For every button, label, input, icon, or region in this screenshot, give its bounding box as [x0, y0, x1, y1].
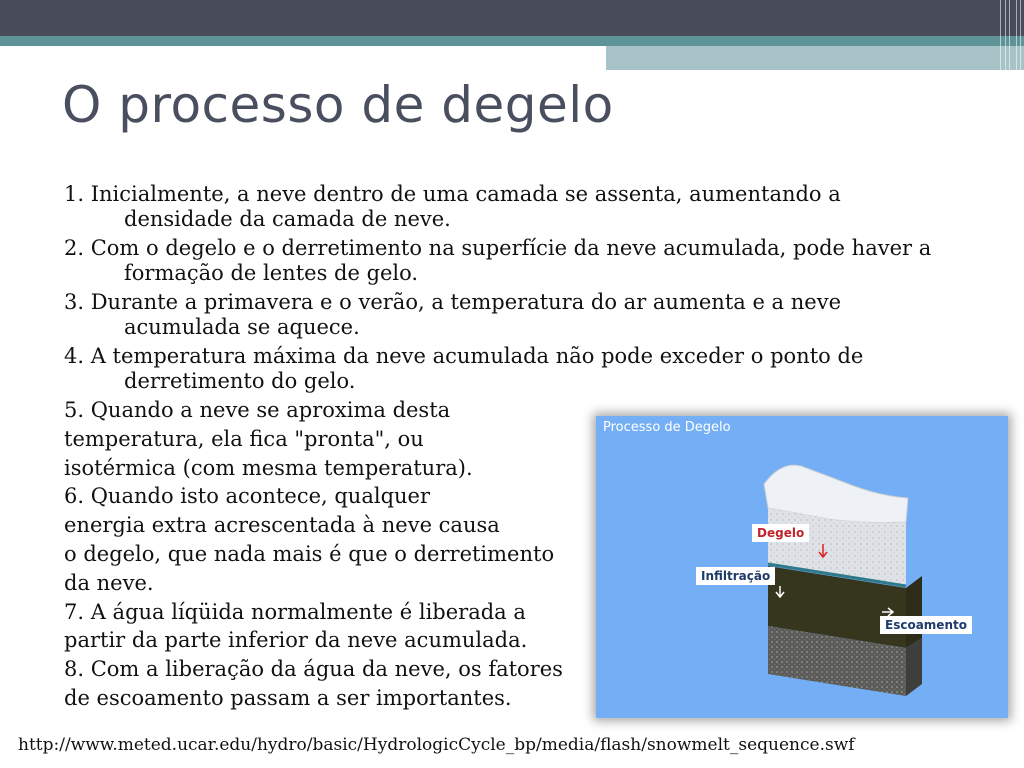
list-line: da neve.	[64, 570, 154, 595]
header-accent-line	[0, 36, 1024, 46]
list-line: o degelo, que nada mais é que o derretimento	[64, 541, 555, 566]
list-line: 8. Com a liberação da água da neve, os fatores	[64, 657, 563, 682]
diagram-title: Processo de Degelo	[603, 420, 731, 435]
numbered-list	[64, 182, 944, 398]
runoff-label: Escoamento	[880, 616, 972, 634]
list-line: partir da parte inferior da neve acumulada.	[64, 628, 528, 653]
list-line: isotérmica (com mesma temperatura).	[64, 455, 473, 480]
list-line: energia extra acrescentada à neve causa	[64, 513, 500, 538]
source-link[interactable]: http://www.meted.ucar.edu/hydro/basic/HydrologicCycle_bp/media/flash/snowmelt_sequence.swf	[18, 735, 855, 755]
list-item: 2. Com o degelo e o derretimento na superfície da neve acumulada, pode haver a formação de lentes de gelo.	[64, 236, 932, 285]
continued-list	[64, 396, 594, 713]
header-stripes	[996, 0, 1024, 70]
list-line: 7. A água líqüida normalmente é liberada a	[64, 599, 526, 624]
list-line: 5. Quando a neve se aproxima desta	[64, 398, 451, 422]
list-line: de escoamento passam a ser importantes.	[64, 685, 512, 710]
header-accent-band	[606, 46, 1024, 70]
list-item: 3. Durante a primavera e o verão, a temperatura do ar aumenta e a neve acumulada se aquece.	[64, 290, 841, 339]
snowmelt-diagram	[596, 416, 1008, 718]
list-item: 4. A temperatura máxima da neve acumulada não pode exceder o ponto de derretimento do gelo.	[64, 344, 864, 393]
melt-label: Degelo	[752, 524, 809, 542]
list-line: 6. Quando isto acontece, qualquer	[64, 484, 431, 509]
snowmelt-illustration	[596, 416, 1008, 718]
header-bar	[0, 0, 1024, 36]
list-item: 1. Inicialmente, a neve dentro de uma camada se assenta, aumentando a densidade da camada de neve.	[64, 182, 841, 231]
list-line: temperatura, ela fica "pronta", ou	[64, 426, 424, 451]
slide-title: O processo de degelo	[62, 76, 614, 134]
infiltration-label: Infiltração	[696, 567, 775, 585]
